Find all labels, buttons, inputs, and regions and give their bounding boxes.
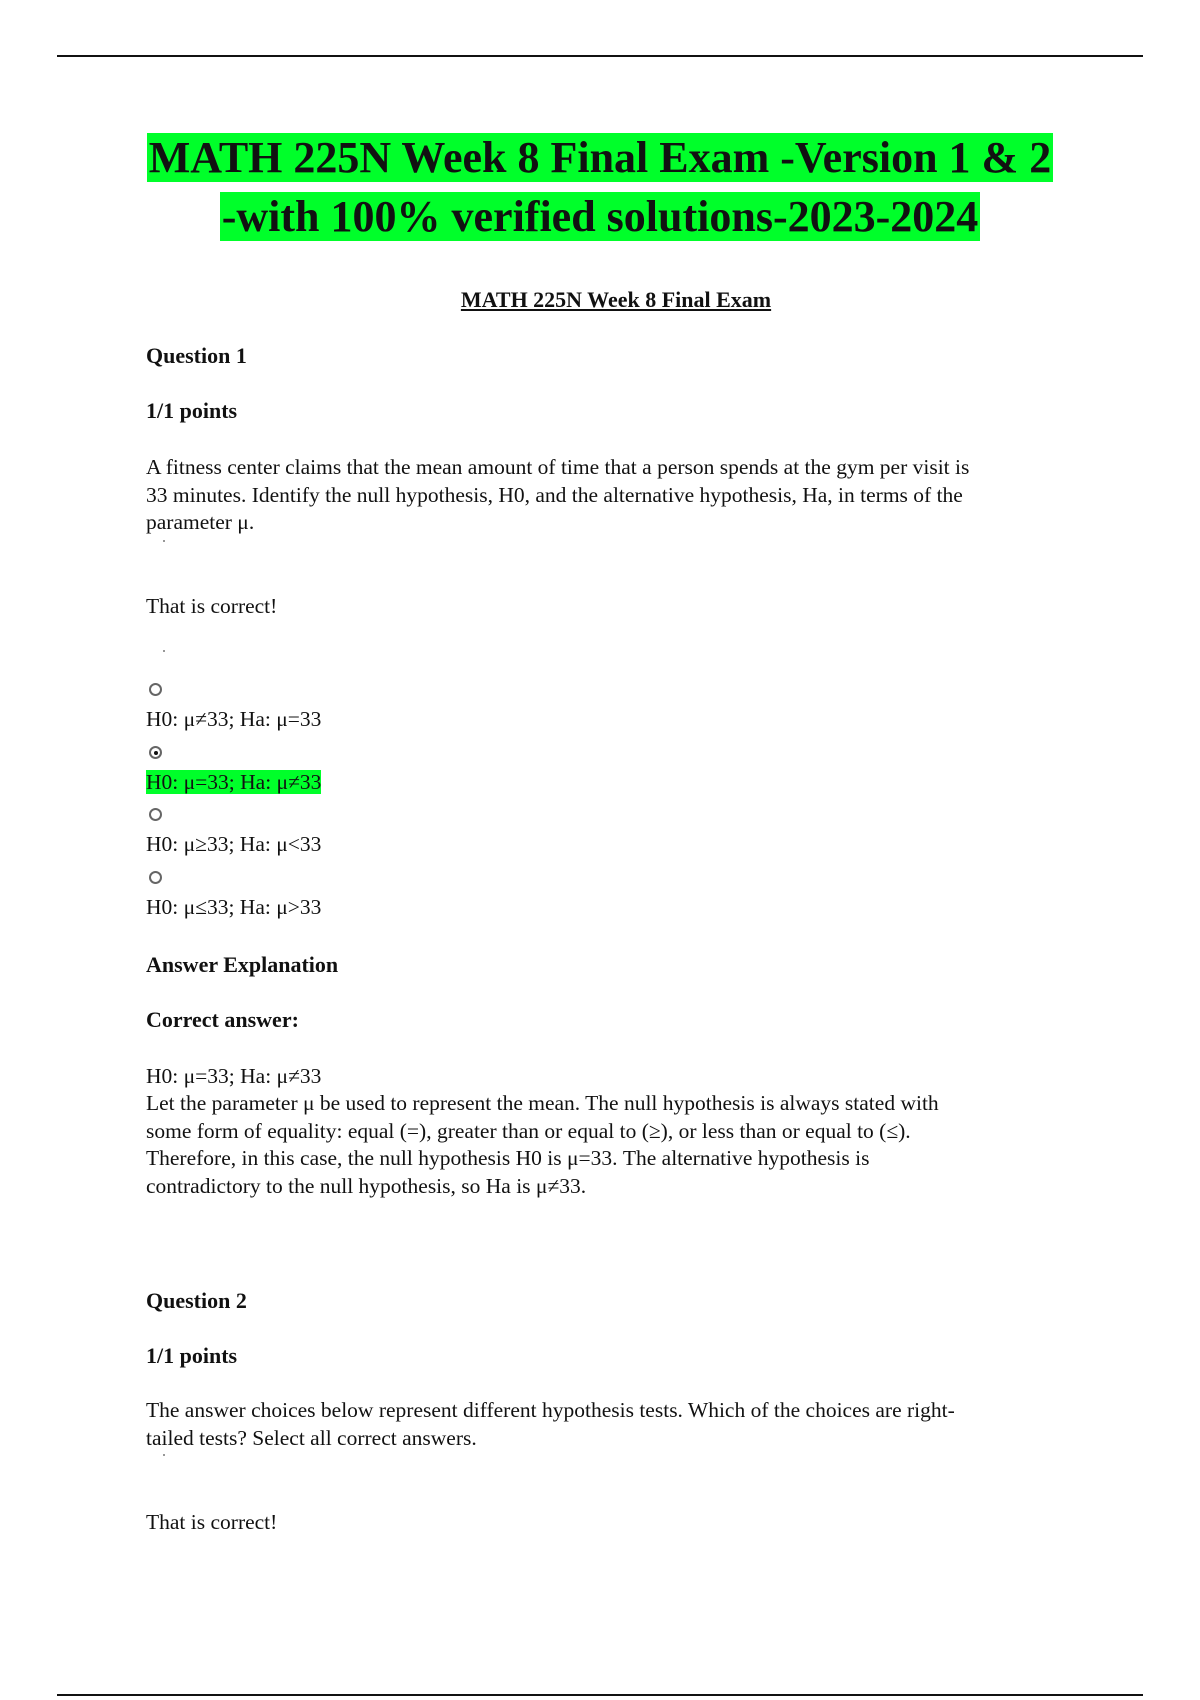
question-2-text-line-2: tailed tests? Select all correct answers. <box>146 1425 477 1450</box>
option-3-radio[interactable] <box>149 808 162 821</box>
explanation-line-2: some form of equality: equal (=), greater than or equal to (≥), or less than or equal to (≤). <box>146 1118 911 1143</box>
question-1-text <box>146 454 1086 537</box>
question-1-text-line-2: 33 minutes. Identify the null hypothesis, H0, and the alternative hypothesis, Ha, in terms of the <box>146 482 963 507</box>
explanation-line-4: contradictory to the null hypothesis, so Ha is μ≠33. <box>146 1173 587 1198</box>
option-2-text: H0: μ=33; Ha: μ≠33 <box>146 770 322 794</box>
question-2-points: 1/1 points <box>146 1343 238 1368</box>
bottom-rule <box>57 1694 1143 1696</box>
correct-answer-text: H0: μ=33; Ha: μ≠33 <box>146 1064 322 1088</box>
option-1-radio[interactable] <box>149 683 162 696</box>
question-2-text <box>146 1397 1086 1452</box>
correct-answer-label: Correct answer: <box>146 1007 299 1032</box>
question-2-feedback: That is correct! <box>146 1510 278 1534</box>
option-1-label: H0: μ≠33; Ha: μ=33 <box>146 707 322 731</box>
title-line-1: MATH 225N Week 8 Final Exam -Version 1 & 2 <box>148 133 1052 182</box>
stray-mark <box>163 540 165 542</box>
answer-explanation-label: Answer Explanation <box>146 952 339 977</box>
stray-mark <box>163 1454 165 1456</box>
option-4-label: H0: μ≤33; Ha: μ>33 <box>146 895 322 919</box>
question-1-label: Question 1 <box>146 343 247 368</box>
question-1-points: 1/1 points <box>146 398 238 423</box>
stray-mark <box>163 650 165 652</box>
explanation-line-3: Therefore, in this case, the null hypothesis H0 is μ=33. The alternative hypothesis is <box>146 1146 870 1170</box>
document-subtitle: MATH 225N Week 8 Final Exam <box>460 287 772 312</box>
title-line-2: -with 100% verified solutions-2023-2024 <box>221 192 979 241</box>
answer-explanation-text <box>146 1090 1086 1200</box>
option-4-radio[interactable] <box>149 871 162 884</box>
document-title <box>100 128 1100 246</box>
option-2-radio[interactable] <box>149 746 162 759</box>
question-1-text-line-1: A fitness center claims that the mean amount of time that a person spends at the gym per visit is <box>146 455 970 479</box>
option-2-label <box>146 768 321 796</box>
question-2-text-line-1: The answer choices below represent different hypothesis tests. Which of the choices are right- <box>146 1398 955 1422</box>
question-2-label: Question 2 <box>146 1288 247 1313</box>
top-rule <box>57 55 1143 57</box>
option-3-label: H0: μ≥33; Ha: μ<33 <box>146 832 322 856</box>
question-1-feedback: That is correct! <box>146 594 278 618</box>
explanation-line-1: Let the parameter μ be used to represent the mean. The null hypothesis is always stated with <box>146 1091 939 1115</box>
question-1-text-line-3: parameter μ. <box>146 510 255 534</box>
